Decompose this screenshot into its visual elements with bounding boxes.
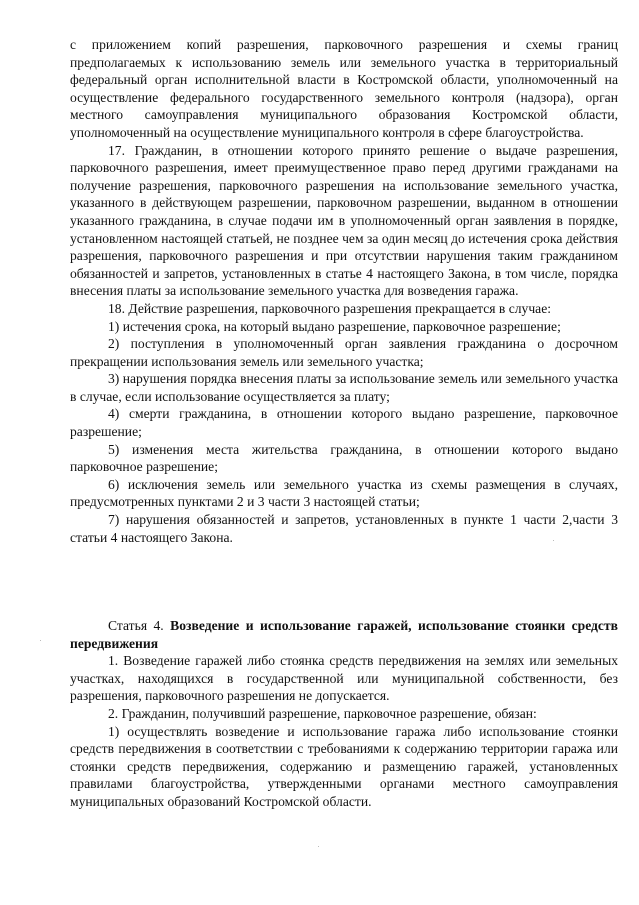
list-item-5: 5) изменения места жительства гражданина, в отношении которого выдано парковочное разрешение; xyxy=(70,441,618,475)
list-item-6: 6) исключения земель или земельного участка из схемы размещения в случаях, предусмотренных пунктами 2 и 3 части 3 настоящей статьи; xyxy=(70,476,618,510)
scan-speck xyxy=(40,640,41,641)
paragraph-17: 17. Гражданин, в отношении которого принято решение о выдаче разрешения, парковочного разрешения, имеет преимущественное право перед другими гражданами на получение разрешения, парковочного разрешения на использование земельного участка, указанного в действующем разрешении, парковочном разрешении, выданном в отношении указанного гражданина, в случае подачи им в уполномоченный орган заявления в порядке, установленном настоящей статьей, не позднее чем за один месяц до истечения срока действия разрешения, парковочного разрешения и при отсутствии нарушения таким гражданином обязанностей и запретов, установленных в статье 4 настоящего Закона, в том числе, порядка внесения платы за использование земельного участка для возведения гаража. xyxy=(70,142,618,299)
list-item-3: 3) нарушения порядка внесения платы за использование земель или земельного участка в случае, если использование осуществляется за плату; xyxy=(70,371,618,404)
article-list-item-1: 1) осуществлять возведение и использование гаража либо использование стоянки средств передвижения в соответствии с требованиями к содержанию территории гаража или стоянки средств передвижения, содержанию и размещению гаражей, установленных правилами благоустройства, утвержденными органами местного самоуправления муниципальных образований Костромской области. xyxy=(70,723,618,809)
article-title: Возведение и использование гаражей, использование стоянки средств передвижения xyxy=(70,618,618,651)
list-item-4: 4) смерти гражданина, в отношении которого выдано разрешение, парковочное разрешение; xyxy=(70,406,618,440)
article-4 xyxy=(70,617,618,811)
article-3-continuation xyxy=(70,36,618,546)
article-label: Статья 4. xyxy=(108,618,164,633)
article-paragraph-2: 2. Гражданин, получивший разрешение, парковочное разрешение, обязан: xyxy=(108,705,537,721)
list-item-7: 7) нарушения обязанностей и запретов, установленных в пункте 1 части 2,части 3 статьи 4 настоящего Закона. xyxy=(70,512,618,545)
article-heading xyxy=(70,617,618,652)
scan-speck xyxy=(318,846,319,847)
paragraph-continuation: с приложением копий разрешения, парковочного разрешения и схемы границ предполагаемых к использованию земель или земельного участка в территориальный федеральный орган исполнительной власти в Костромской области, уполномоченный на осуществление федерального государственного земельного контроля (надзора), орган местного самоуправления муниципального образования Костромской области, уполномоченный на осуществление муниципального контроля в сфере благоустройства. xyxy=(70,37,618,140)
scan-speck xyxy=(553,540,554,541)
article-paragraph-1: 1. Возведение гаражей либо стоянка средств передвижения на землях или земельных участках, находящихся в государственной или муниципальной собственности, без разрешения, парковочного разрешения не допускается. xyxy=(70,653,618,704)
paragraph-18: 18. Действие разрешения, парковочного разрешения прекращается в случае: xyxy=(108,300,552,316)
list-item-1: 1) истечения срока, на который выдано разрешение, парковочное разрешение; xyxy=(108,318,561,334)
list-item-2: 2) поступления в уполномоченный орган заявления гражданина о досрочном прекращении использования земель или земельного участка; xyxy=(70,336,618,369)
